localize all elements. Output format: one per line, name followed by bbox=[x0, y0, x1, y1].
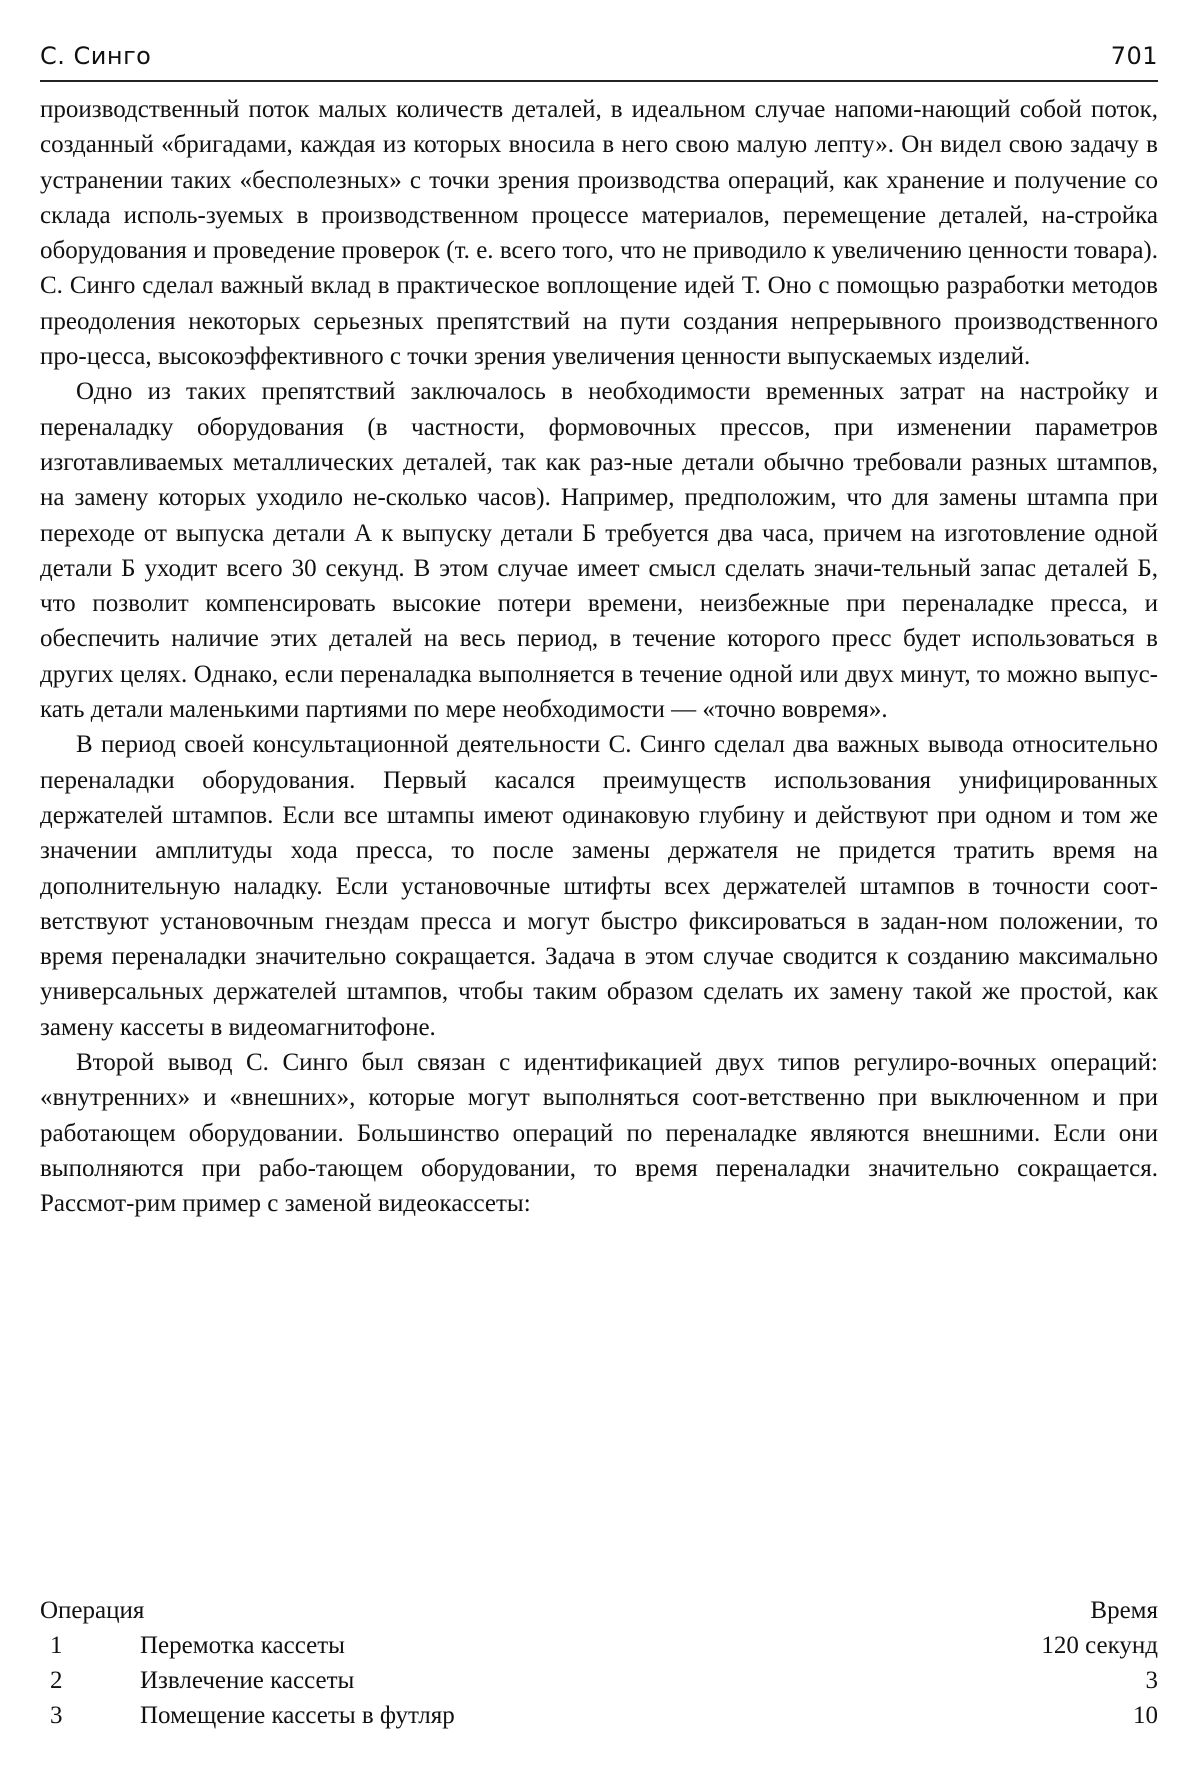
running-head bbox=[40, 36, 1158, 76]
operations-table bbox=[40, 1593, 1158, 1733]
operation-time: 10 bbox=[1133, 1702, 1158, 1729]
column-header-time: Время bbox=[1090, 1597, 1158, 1624]
page-number: 701 bbox=[1110, 42, 1158, 70]
operation-name: Извлечение кассеты bbox=[140, 1667, 355, 1694]
table-row bbox=[40, 1663, 1158, 1698]
paragraph: Одно из таких препятствий заключалось в необходимости временных затрат на настройку и переналадку оборудования (в частности, формовочных прессов, при изменении параметров изготавливаемых металлических деталей, так как раз-ные детали обычно требовали разных штампов, на замену которых уходило не-сколько часов). Например, предположим, что для замены штампа при переходе от выпуска детали А к выпуску детали Б требуется два часа, причем на изготовление одной детали Б уходит всего 30 секунд. В этом случае имеет смысл сделать значи-тельный запас деталей Б, что позволит компенсировать высокие потери времени, неизбежные при переналадке пресса, и обеспечить наличие этих деталей на весь период, в течение которого пресс будет использоваться в других целях. Однако, если переналадка выполняется в течение одной или двух минут, то можно выпус-кать детали маленькими партиями по мере необходимости — «точно вовремя». bbox=[40, 378, 1158, 724]
row-number: 2 bbox=[50, 1667, 63, 1694]
running-head-author: С. Синго bbox=[40, 42, 152, 70]
operation-name: Помещение кассеты в футляр bbox=[140, 1702, 455, 1729]
table-header-row bbox=[40, 1593, 1158, 1628]
row-number: 3 bbox=[50, 1702, 63, 1729]
paragraph: В период своей консультационной деятельности С. Синго сделал два важных вывода относительно переналадки оборудования. Первый касался преимуществ использования унифицированных держателей штампов. Если все штампы имеют одинаковую глубину и действуют при одном и том же значении амплитуды хода пресса, то после замены держателя не придется тратить время на дополнительную наладку. Если установочные штифты всех держателей штампов в точности соот-ветствуют установочным гнездам пресса и могут быстро фиксироваться в задан-ном положении, то время переналадки значительно сокращается. Задача в этом случае сводится к созданию максимально универсальных держателей штампов, чтобы таким образом сделать их замену такой же простой, как замену кассеты в видеомагнитофоне. bbox=[40, 731, 1158, 1041]
operation-time: 120 секунд bbox=[1041, 1632, 1158, 1659]
header-rule bbox=[40, 80, 1158, 82]
body-text bbox=[40, 92, 1158, 1222]
column-header-operation: Операция bbox=[40, 1597, 145, 1624]
row-number: 1 bbox=[50, 1632, 63, 1659]
operation-time: 3 bbox=[1145, 1667, 1158, 1694]
paragraph: производственный поток малых количеств деталей, в идеальном случае напоми-нающий собой поток, созданный «бригадами, каждая из которых вносила в него свою малую лепту». Он видел свою задачу в устранении таких «бесполезных» с точки зрения производства операций, как хранение и получение со склада исполь-зуемых в производственном процессе материалов, перемещение деталей, на-стройка оборудования и проведение проверок (т. е. всего того, что не приводило к увеличению ценности товара). С. Синго сделал важный вклад в практическое воплощение идей Т. Оно с помощью разработки методов преодоления некоторых серьезных препятствий на пути создания непрерывного производственного про-цесса, высокоэффективного с точки зрения увеличения ценности выпускаемых изделий. bbox=[40, 96, 1158, 371]
operation-name: Перемотка кассеты bbox=[140, 1632, 345, 1659]
table-row bbox=[40, 1628, 1158, 1663]
table-row bbox=[40, 1698, 1158, 1733]
paragraph: Второй вывод С. Синго был связан с идентификацией двух типов регулиро-вочных операций: «внутренних» и «внешних», которые могут выполняться соот-ветственно при выключенном и при работающем оборудовании. Большинство операций по переналадке являются внешними. Если они выполняются при рабо-тающем оборудовании, то время переналадки значительно сокращается. Рассмот-рим пример с заменой видеокассеты: bbox=[40, 1049, 1158, 1218]
